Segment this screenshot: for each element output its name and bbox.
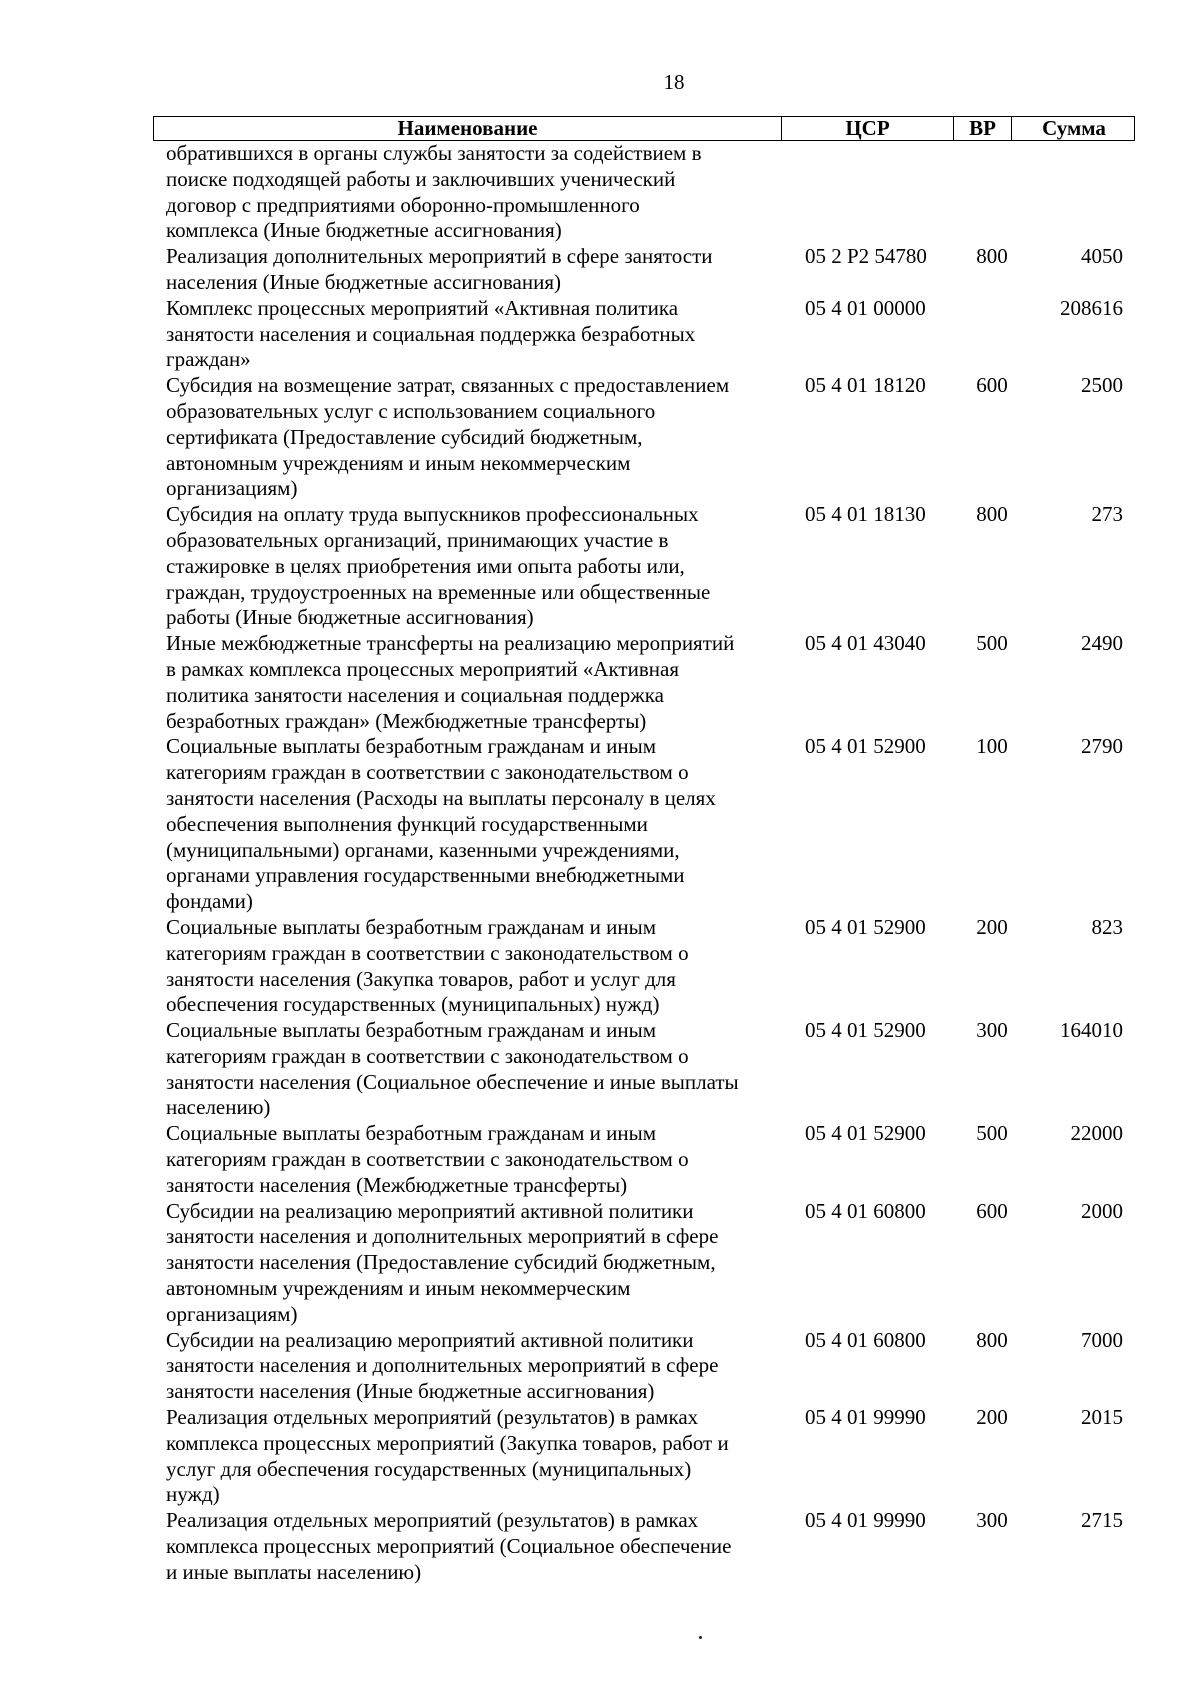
row-name	[153, 141, 781, 244]
row-name-line: населения (Иные бюджетные ассигнования)	[166, 269, 562, 294]
table-row	[153, 631, 1135, 734]
row-name-line: автономным учреждениям и иным некоммерческим	[166, 450, 631, 475]
row-vr: 500	[976, 631, 1008, 656]
row-sum: 208616	[1060, 295, 1123, 320]
row-sum: 164010	[1060, 1018, 1123, 1043]
table-row	[153, 1121, 1135, 1198]
row-name-line: поиске подходящей работы и заключивших ученический	[166, 166, 676, 191]
row-name	[153, 734, 781, 915]
row-csr: 05 4 01 52900	[805, 734, 926, 759]
row-vr: 600	[976, 1198, 1008, 1223]
row-name-line: Субсидия на возмещение затрат, связанных с предоставлением	[166, 373, 730, 398]
row-vr: 800	[976, 502, 1008, 527]
row-sum: 823	[1091, 914, 1123, 939]
row-name-line: и иные выплаты населению)	[166, 1559, 422, 1584]
row-name-line: в рамках комплекса процессных мероприятий «Активная	[166, 656, 679, 681]
row-name-line: занятости населения (Иные бюджетные ассигнования)	[166, 1379, 655, 1404]
row-name-line: занятости населения (Закупка товаров, работ и услуг для	[166, 966, 676, 991]
row-name	[153, 373, 781, 502]
row-name-line: категориям граждан в соответствии с законодательством о	[166, 1043, 689, 1068]
row-name-line: организациям)	[166, 476, 298, 501]
row-sum: 4050	[1081, 244, 1123, 269]
row-name	[153, 915, 781, 1018]
row-name-line: политика занятости населения и социальная поддержка	[166, 682, 664, 707]
row-name-line: (муниципальными) органами, казенными учреждениями,	[166, 837, 680, 862]
row-name-line: обеспечения государственных (муниципальных) нужд)	[166, 992, 660, 1017]
row-csr: 05 4 01 99990	[805, 1508, 926, 1533]
row-name-line: занятости населения (Социальное обеспечение и иные выплаты	[166, 1069, 739, 1094]
row-csr: 05 4 01 52900	[805, 914, 926, 939]
row-vr: 200	[976, 914, 1008, 939]
header-vr: ВР	[954, 117, 1012, 140]
row-name-line: занятости населения (Предоставление субсидий бюджетным,	[166, 1250, 716, 1275]
row-name-line: работы (Иные бюджетные ассигнования)	[166, 605, 534, 630]
row-name-line: стажировке в целях приобретения ими опыта работы или,	[166, 553, 685, 578]
row-csr: 05 4 01 52900	[805, 1121, 926, 1146]
row-name	[153, 1199, 781, 1328]
row-vr: 500	[976, 1121, 1008, 1146]
row-name-line: Социальные выплаты безработным гражданам и иным	[166, 734, 657, 759]
row-name-line: занятости населения (Расходы на выплаты персоналу в целях	[166, 785, 716, 810]
row-sum: 2000	[1081, 1198, 1123, 1223]
scan-speck	[699, 1636, 702, 1639]
header-csr: ЦСР	[782, 117, 954, 140]
row-name-line: занятости населения и дополнительных мероприятий в сфере	[166, 1224, 719, 1249]
row-sum: 273	[1091, 502, 1123, 527]
row-name-line: Реализация отдельных мероприятий (результатов) в рамках	[166, 1405, 699, 1430]
row-name-line: договор с предприятиями оборонно-промышленного	[166, 192, 640, 217]
row-sum: 22000	[1070, 1121, 1123, 1146]
row-name-line: организациям)	[166, 1301, 298, 1326]
row-name-line: обеспечения выполнения функций государственными	[166, 811, 648, 836]
row-name	[153, 1405, 781, 1508]
row-sum: 7000	[1081, 1327, 1123, 1352]
table-row	[153, 1018, 1135, 1121]
table-row	[153, 1508, 1135, 1585]
row-name	[153, 1328, 781, 1405]
table-row	[153, 244, 1135, 296]
table-row	[153, 1199, 1135, 1328]
row-name-line: комплекса процессных мероприятий (Социальное обеспечение	[166, 1534, 732, 1559]
row-name-line: образовательных услуг с использованием социального	[166, 398, 656, 423]
row-name-line: сертификата (Предоставление субсидий бюджетным,	[166, 424, 643, 449]
row-name-line: Социальные выплаты безработным гражданам и иным	[166, 1018, 657, 1043]
row-vr: 300	[976, 1508, 1008, 1533]
row-name-line: автономным учреждениям и иным некоммерческим	[166, 1276, 631, 1301]
row-name-line: Комплекс процессных мероприятий «Активная политика	[166, 295, 679, 320]
row-csr: 05 4 01 60800	[805, 1327, 926, 1352]
row-name-line: фондами)	[166, 889, 253, 914]
row-vr: 200	[976, 1405, 1008, 1430]
row-vr: 300	[976, 1018, 1008, 1043]
row-name-line: занятости населения и социальная поддержка безработных	[166, 321, 696, 346]
row-name-line: занятости населения и дополнительных мероприятий в сфере	[166, 1353, 719, 1378]
row-name	[153, 1121, 781, 1198]
row-csr: 05 4 01 52900	[805, 1018, 926, 1043]
row-name-line: Социальные выплаты безработным гражданам и иным	[166, 914, 657, 939]
row-name-line: комплекса процессных мероприятий (Закупка товаров, работ и	[166, 1430, 729, 1455]
row-name	[153, 296, 781, 373]
row-name-line: услуг для обеспечения государственных (муниципальных)	[166, 1456, 692, 1481]
table-row	[153, 1405, 1135, 1508]
row-name	[153, 244, 781, 296]
row-name-line: Субсидии на реализацию мероприятий активной политики	[166, 1327, 694, 1352]
row-sum: 2490	[1081, 631, 1123, 656]
row-name-line: образовательных организаций, принимающих участие в	[166, 527, 669, 552]
row-vr: 100	[976, 734, 1008, 759]
row-sum: 2500	[1081, 373, 1123, 398]
row-csr: 05 4 01 18120	[805, 373, 926, 398]
row-name-line: Иные межбюджетные трансферты на реализацию мероприятий	[166, 631, 735, 656]
row-csr: 05 4 01 00000	[805, 295, 926, 320]
row-csr: 05 4 01 18130	[805, 502, 926, 527]
page-number: 18	[663, 70, 685, 94]
header-name: Наименование	[154, 117, 782, 140]
row-vr: 800	[976, 1327, 1008, 1352]
row-vr: 600	[976, 373, 1008, 398]
table-row	[153, 734, 1135, 915]
row-name-line: обратившихся в органы службы занятости за содействием в	[166, 141, 702, 165]
row-name	[153, 631, 781, 734]
row-name-line: Социальные выплаты безработным гражданам и иным	[166, 1121, 657, 1146]
row-name-line: категориям граждан в соответствии с законодательством о	[166, 940, 689, 965]
table-body	[153, 141, 1135, 1586]
table-row	[153, 296, 1135, 373]
row-name-line: органами управления государственными внебюджетными	[166, 863, 685, 888]
row-name-line: граждан»	[166, 347, 251, 372]
row-name	[153, 502, 781, 631]
header-sum: Сумма	[1042, 116, 1106, 140]
row-name-line: населению)	[166, 1095, 271, 1120]
row-name-line: Субсидия на оплату труда выпускников профессиональных	[166, 502, 699, 527]
row-csr: 05 4 01 99990	[805, 1405, 926, 1430]
row-name	[153, 1508, 781, 1585]
row-sum: 2015	[1081, 1405, 1123, 1430]
row-name-line: нужд)	[166, 1482, 220, 1507]
row-name-line: категориям граждан в соответствии с законодательством о	[166, 1147, 689, 1172]
table-row	[153, 141, 1135, 244]
table-row	[153, 1328, 1135, 1405]
row-name-line: занятости населения (Межбюджетные трансферты)	[166, 1172, 628, 1197]
row-name-line: Реализация отдельных мероприятий (результатов) в рамках	[166, 1508, 699, 1533]
row-sum: 2715	[1081, 1508, 1123, 1533]
budget-table	[153, 116, 1135, 1586]
row-name-line: безработных граждан» (Межбюджетные трансферты)	[166, 708, 647, 733]
table-header	[153, 116, 1135, 141]
row-csr: 05 2 Р2 54780	[805, 244, 927, 269]
table-row	[153, 915, 1135, 1018]
table-row	[153, 373, 1135, 502]
row-name-line: категориям граждан в соответствии с законодательством о	[166, 760, 689, 785]
row-csr: 05 4 01 60800	[805, 1198, 926, 1223]
row-name	[153, 1018, 781, 1121]
row-name-line: Субсидии на реализацию мероприятий активной политики	[166, 1198, 694, 1223]
row-vr: 800	[976, 244, 1008, 269]
row-name-line: граждан, трудоустроенных на временные или общественные	[166, 579, 711, 604]
row-name-line: комплекса (Иные бюджетные ассигнования)	[166, 218, 562, 243]
row-sum: 2790	[1081, 734, 1123, 759]
table-row	[153, 502, 1135, 631]
row-csr: 05 4 01 43040	[805, 631, 926, 656]
row-name-line: Реализация дополнительных мероприятий в сфере занятости	[166, 244, 713, 269]
